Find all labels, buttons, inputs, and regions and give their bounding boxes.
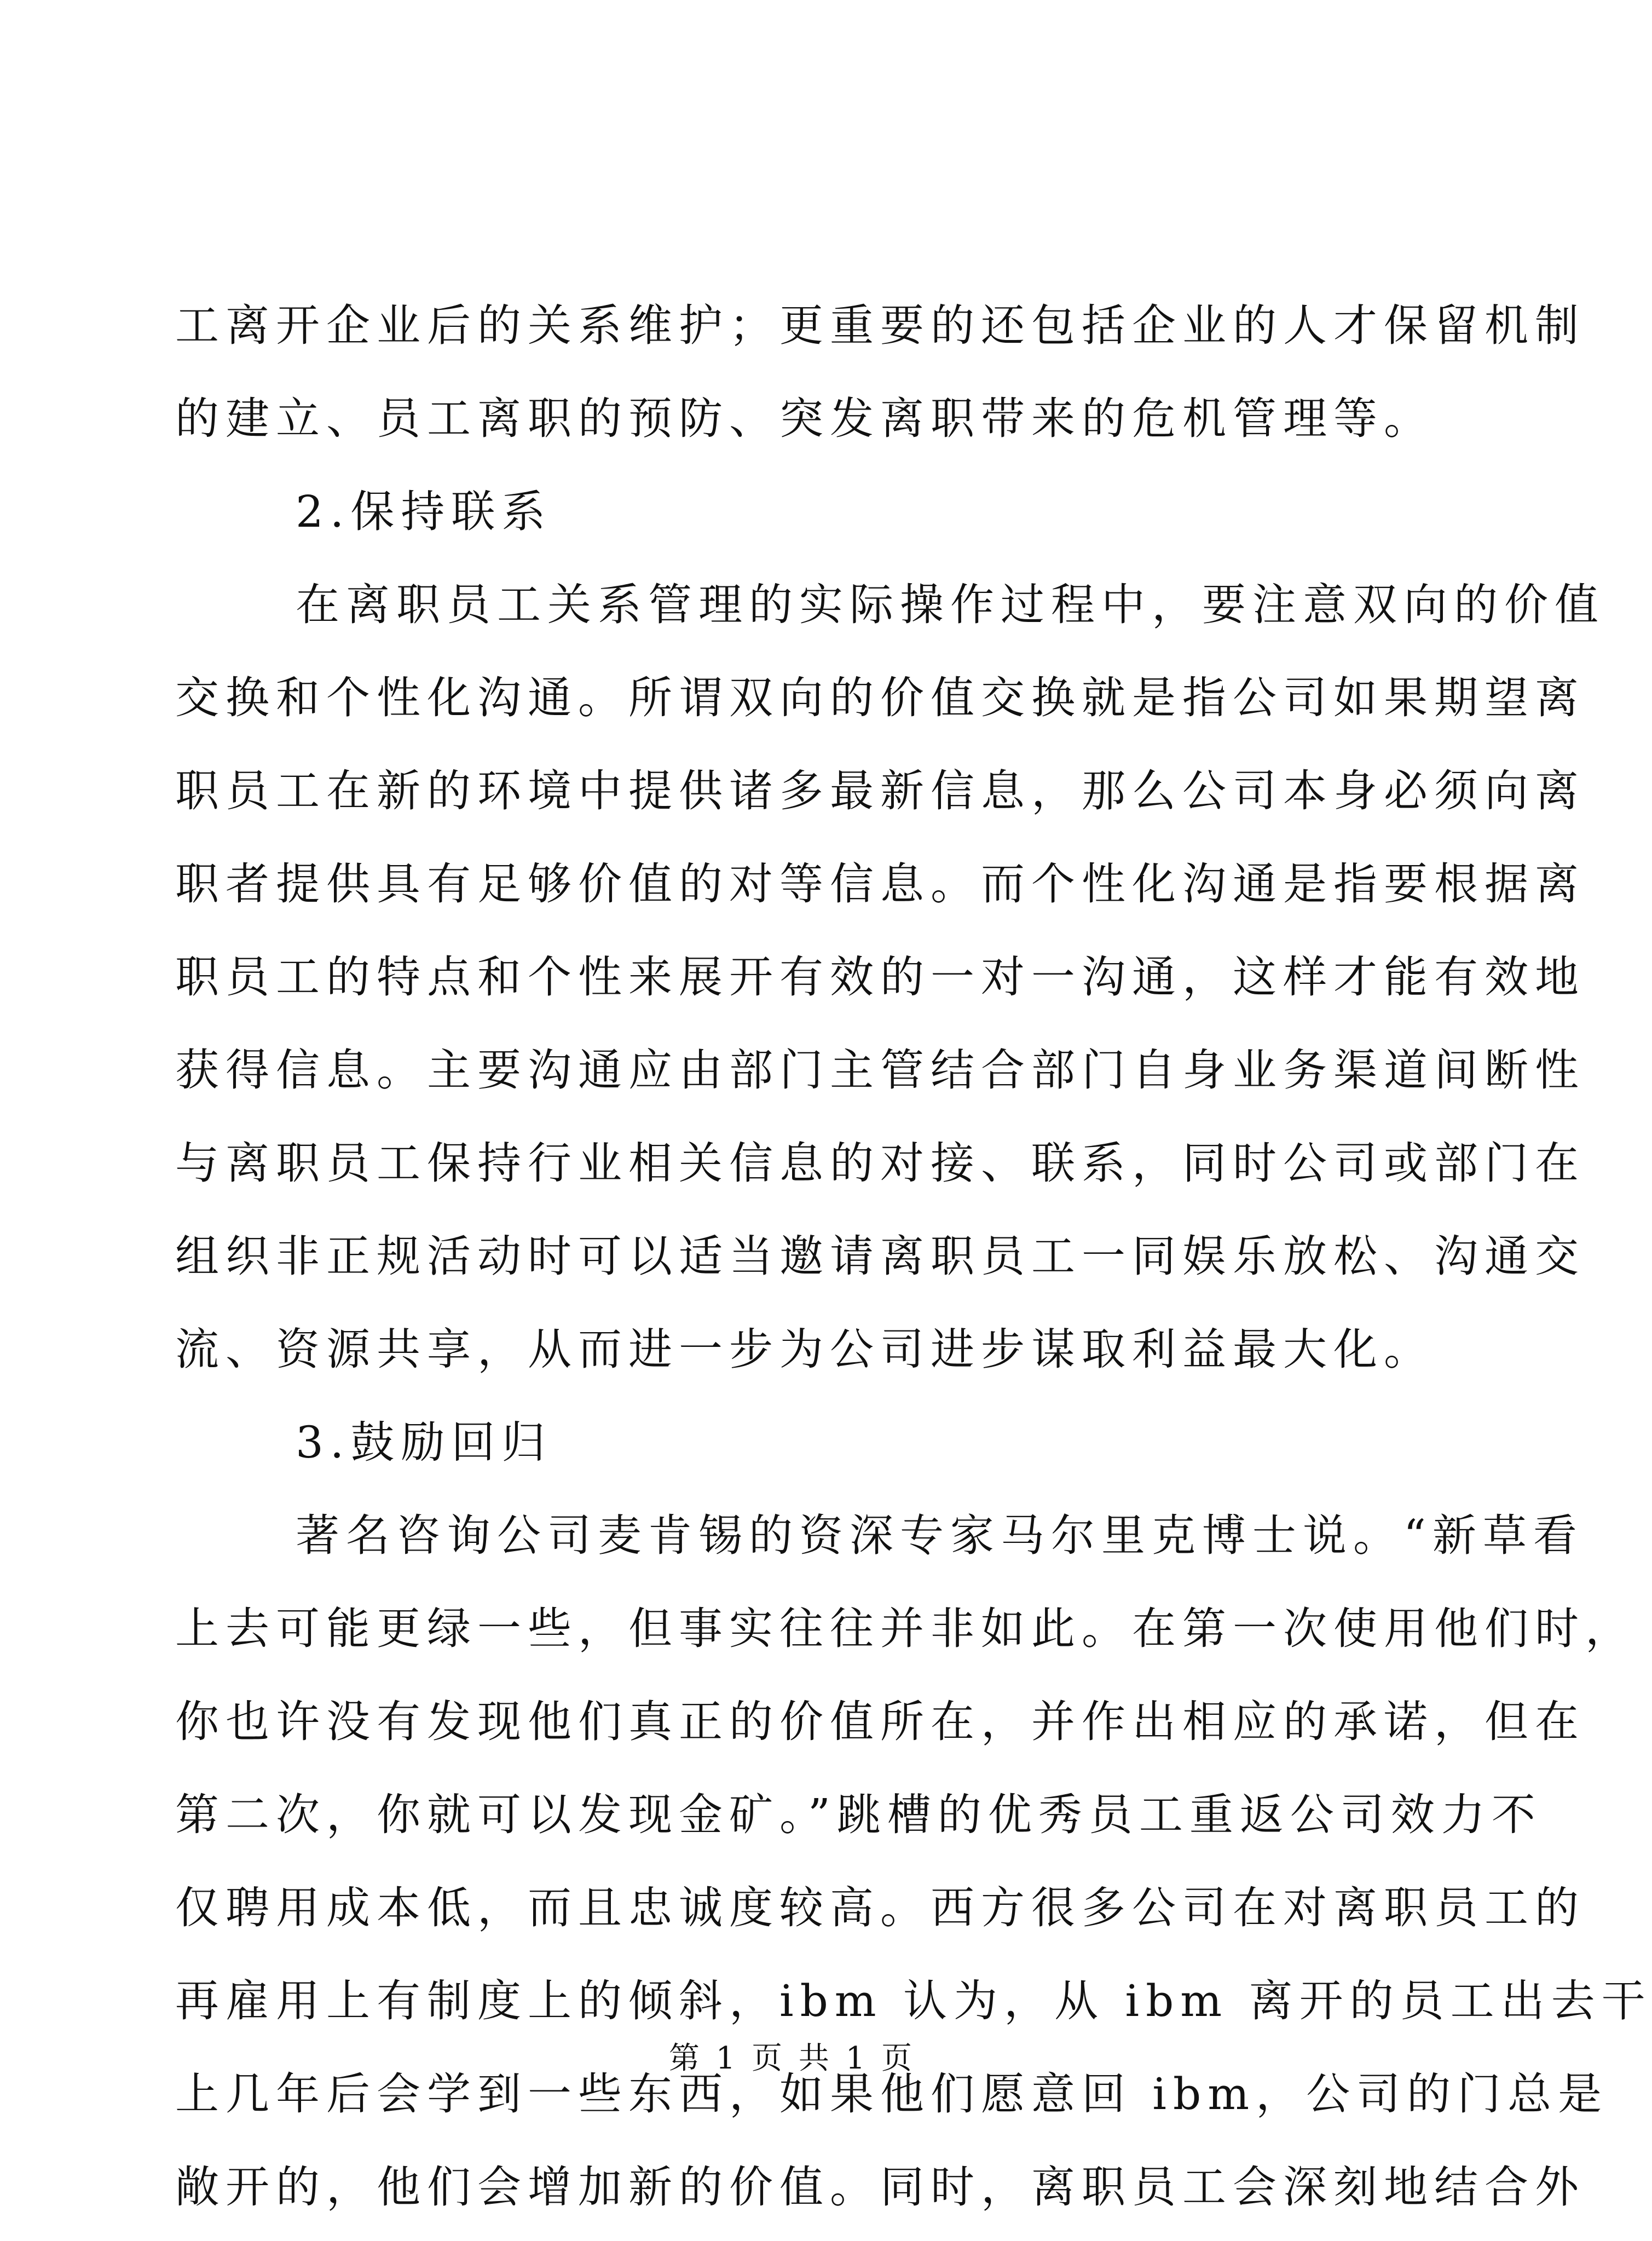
paragraph-line: 获得信息。主要沟通应由部门主管结合部门自身业务渠道间断性	[175, 1045, 1585, 1096]
paragraph-line: 与离职员工保持行业相关信息的对接、联系，同时公司或部门在	[175, 1138, 1585, 1189]
paragraph-line: 交换和个性化沟通。所谓双向的价值交换就是指公司如果期望离	[175, 672, 1585, 723]
paragraph-line: 著名咨询公司麦肯锡的资深专家马尔里克博士说。“新草看	[296, 1510, 1584, 1561]
paragraph-line: 你也许没有发现他们真正的价值所在，并作出相应的承诺，但在	[175, 1696, 1585, 1747]
page-footer	[0, 2037, 1584, 2081]
document-body	[175, 279, 1652, 2234]
paragraph-line: 工离开企业后的关系维护；更重要的还包括企业的人才保留机制	[175, 300, 1585, 351]
paragraph-line: 上几年后会学到一些东西，如果他们愿意回 ibm，公司的门总是	[175, 2069, 1609, 2119]
section-heading: 2.保持联系	[296, 486, 552, 537]
paragraph-line: 在离职员工关系管理的实际操作过程中，要注意双向的价值	[296, 579, 1605, 630]
paragraph-line: 敞开的，他们会增加新的价值。同时，离职员工会深刻地结合外	[175, 2162, 1585, 2213]
paragraph-line: 职员工的特点和个性来展开有效的一对一沟通，这样才能有效地	[175, 952, 1585, 1003]
page-number-label: 第 1 页 共 1 页	[668, 2041, 916, 2076]
paragraph-line: 流、资源共享，从而进一步为公司进步谋取利益最大化。	[175, 1324, 1434, 1375]
paragraph-line: 再雇用上有制度上的倾斜，ibm 认为，从 ibm 离开的员工出去干	[175, 1975, 1652, 2026]
section-heading: 3.鼓励回归	[296, 1417, 552, 1468]
paragraph-line: 第二次，你就可以发现金矿。”跳槽的优秀员工重返公司效力不	[175, 1789, 1542, 1840]
paragraph-line: 职员工在新的环境中提供诸多最新信息，那么公司本身必须向离	[175, 765, 1585, 816]
paragraph-line: 职者提供具有足够价值的对等信息。而个性化沟通是指要根据离	[175, 859, 1585, 909]
paragraph-line: 的建立、员工离职的预防、突发离职带来的危机管理等。	[175, 393, 1434, 444]
paragraph-line: 上去可能更绿一些，但事实往往并非如此。在第一次使用他们时，	[175, 1603, 1636, 1654]
paragraph-line: 组织非正规活动时可以适当邀请离职员工一同娱乐放松、沟通交	[175, 1231, 1585, 1282]
paragraph-line: 仅聘用成本低，而且忠诚度较高。西方很多公司在对离职员工的	[175, 1882, 1585, 1933]
